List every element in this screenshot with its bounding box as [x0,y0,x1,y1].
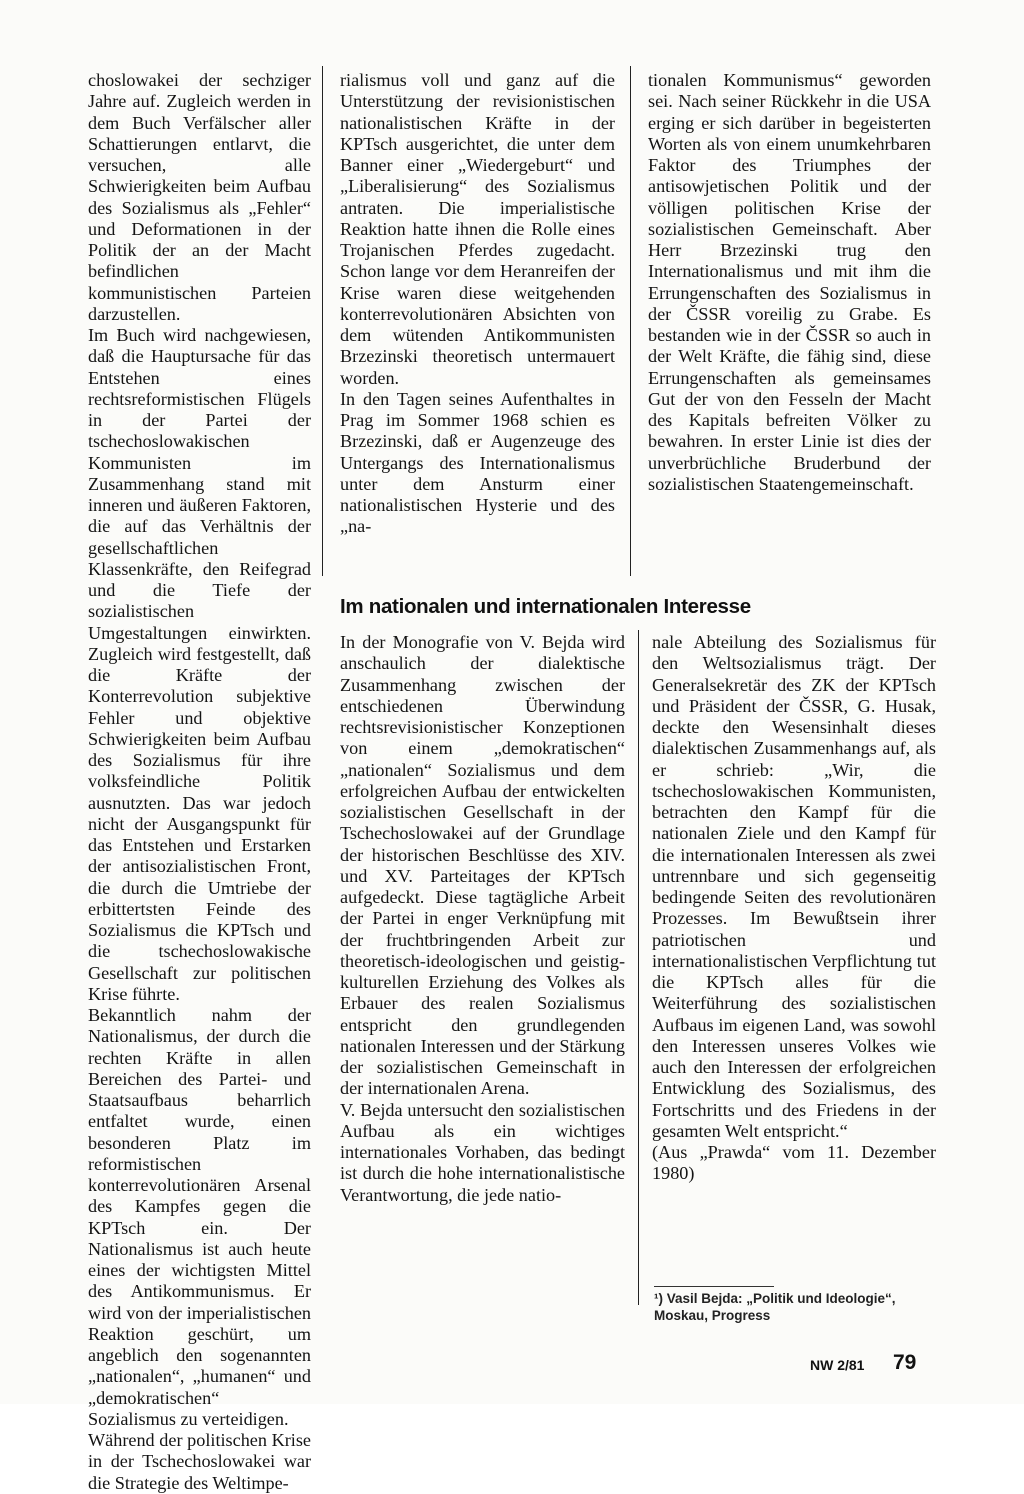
paragraph: tionalen Kommunismus“ geworden sei. Nach seiner Rückkehr in die USA erging er sich darüber in begeisterten Worten als von einem unumkehrbaren Faktor des Triumphes der antisowjetischen Politik und der völligen politischen Krise der sozialistischen Gemeinschaft. Aber Herr Brzezinski trug den Internationalismus und mit ihm die Errungenschaften des Sozialismus in der ČSSR voreilig zu Grabe. Es bestanden wie in der ČSSR so auch in der Welt Kräfte, die fähig sind, diese Errungenschaften als gemeinsames Gut der von den Fesseln der Macht des Kapitals befreiten Völker zu bewahren. In erster Linie ist dies der unverbrüchliche Bruderbund der sozialistischen Staatengemeinschaft. [648,70,931,494]
text-column-middle-bottom [340,632,625,1304]
paragraph: choslowakei der sechziger Jahre auf. Zugleich werden in dem Buch Verfälscher aller Schattierungen entlarvt, die versuchen, alle Schwierigkeiten beim Aufbau des Sozialismus als „Fehler“ und Deformationen in der Politik der an der Macht befindlichen kommunistischen Parteien darzustellen. [88,70,311,324]
column-rule-1 [322,66,323,576]
paragraph: V. Bejda untersucht den sozialistischen Aufbau als ein wichtiges internationales Vorhaben, das bedingt ist durch die hohe internationalistische Verantwortung, die jede natio- [340,1099,625,1205]
text-column-left [88,70,311,1493]
paragraph: Im Buch wird nachgewiesen, daß die Hauptursache für das Entstehen eines rechtsreformistischen Flügels in der Partei der tschechoslowakischen Kommunisten im Zusammenhang stand mit inneren und äußeren Faktoren, die auf das Verhältnis der gesellschaftlichen Klassenkräfte, den Reifegrad und die Tiefe der sozialistischen Umgestaltungen einwirkten. Zugleich wird festgestellt, daß die Kräfte der Konterrevolution subjektive Fehler und objektive Schwierigkeiten beim Aufbau des Sozialismus für ihre volksfeindliche Politik ausnutzten. Das war jedoch nicht der Ausgangspunkt für das Entstehen und Erstarken der antisozialistischen Front, die durch die Umtriebe der erbittertsten Feinde des Sozialismus die KPTsch und die tschechoslowakische Gesellschaft zur politischen Krise führte. [88,325,311,1004]
text-column-middle-top [340,70,615,570]
paragraph: In der Monografie von V. Bejda wird anschaulich der dialektische Zusammenhang zwischen der entschiedenen Überwindung rechtsrevisionistischer Konzeptionen von einem „demokratischen“ „nationalen“ Sozialismus und dem erfolgreichen Aufbau der entwickelten sozialistischen Gesellschaft in der Tschechoslowakei auf der Grundlage der historischen Beschlüsse des XIV. und XV. Parteitages der KPTsch aufgedeckt. Diese tagtägliche Arbeit der Partei in enger Verknüpfung mit der fruchtbringenden Arbeit zur theoretisch-ideologischen und geistig-kulturellen Erziehung des Volkes als Erbauer des realen Sozialismus entspricht den grundlegenden nationalen Interessen und der Stärkung der sozialistischen Gemeinschaft in der internationalen Arena. [340,632,625,1099]
footnote-text: ¹) Vasil Bejda: „Politik und Ideologie“, Moskau, Progress [654,1291,896,1323]
paragraph: rialismus voll und ganz auf die Unterstützung der revisionistischen nationalistischen Kräfte in der KPTsch ausgerichtet, die unter dem Banner einer „Wiedergeburt“ und „Liberalisierung“ des Sozialismus antraten. Die imperialistische Reaktion hatte ihnen die Rolle eines Trojanischen Pferdes zugedacht. Schon lange vor dem Heranreifen der Krise waren diese weitgehenden konterrevolutionären Absichten von dem wütenden Antikommunisten Brzezinski theoretisch untermauert worden. [340,70,615,388]
paragraph: nale Abteilung des Sozialismus für den Weltsozialismus trägt. Der Generalsekretär des ZK der KPTsch und Präsident der ČSSR, G. Husak, deckte den Wesensinhalt dieses dialektischen Zusammenhangs auf, als er schrieb: „Wir, die tschechoslowakischen Kommunisten, betrachten den Kampf für die nationalen Ziele und den Kampf für die internationalen Interessen als zwei untrennbare und sich gegenseitig bedingende Seiten des revolutionären Prozesses. Im Bewußtsein ihrer patriotischen und internationalistischen Verpflichtung tut die KPTsch alles für die Weiterführung des sozialistischen Aufbaus im eigenen Land, was sowohl den Interessen unseres Volkes wie auch den Interessen der erfolgreichen Entwicklung des Sozialismus, des Fortschritts und des Friedens in der gesamten Welt entspricht.“ [652,632,936,1141]
column-rule-2 [630,66,631,576]
paragraph: Während der politischen Krise in der Tschechoslowakei war die Strategie des Weltimpe- [88,1430,311,1493]
page-number: 79 [893,1351,917,1374]
paragraph: In den Tagen seines Aufenthaltes in Prag im Sommer 1968 schien es Brzezinski, daß er Augenzeuge des Untergangs des Internationalismus unter dem Ansturm einer nationalistischen Hysterie und des „na- [340,388,615,537]
paragraph: (Aus „Prawda“ vom 11. Dezember 1980) [652,1142,936,1184]
column-rule-3 [638,630,639,1305]
footnote [654,1290,944,1324]
footnote-separator [654,1286,774,1287]
journal-reference: NW 2/81 [810,1357,865,1373]
text-column-right-bottom [652,632,936,1280]
paragraph: Bekanntlich nahm der Nationalismus, der durch die rechten Kräfte in allen Bereichen des Partei- und Staatsaufbaus beharrlich entfaltet wurde, einen besonderen Platz im reformistischen konterrevolutionären Arsenal des Kampfes gegen die KPTsch ein. Der Nationalismus ist auch heute eines der wichtigsten Mittel des Antikommunismus. Er wird von der imperialistischen Reaktion geschürt, um angeblich den sogenannten „nationalen“, „humanen“ und „demokratischen“ Sozialismus zu verteidigen. [88,1005,311,1429]
section-heading: Im nationalen und internationalen Interesse [340,595,751,618]
text-column-right-top [648,70,931,570]
